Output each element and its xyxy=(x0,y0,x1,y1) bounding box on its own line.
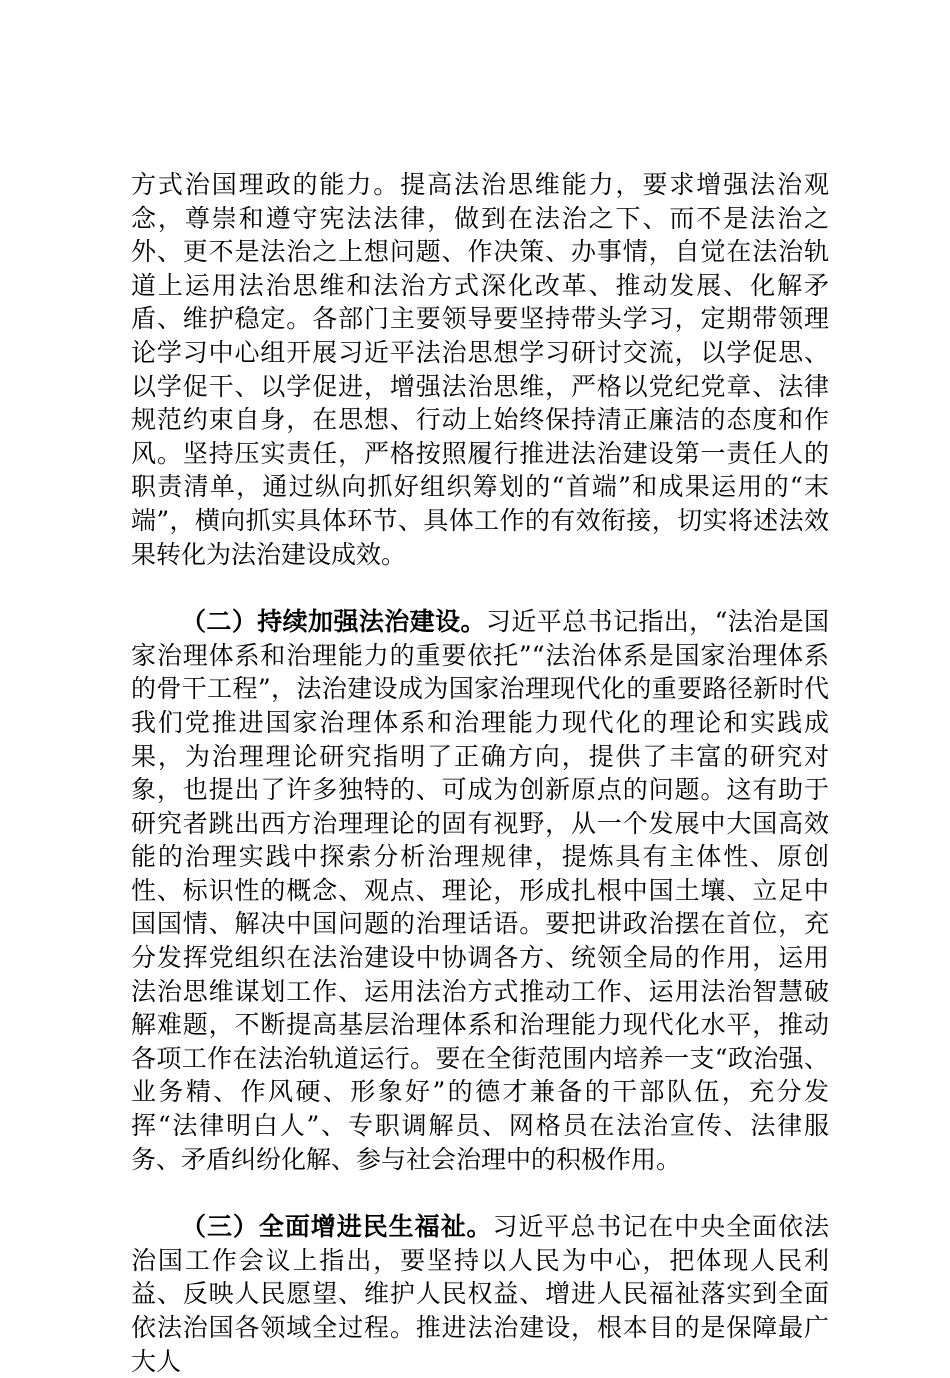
paragraph-text: 方式治国理政的能力。提高法治思维能力，要求增强法治观念，尊崇和遵守宪法法律，做到在法治之下、而不是法治之外、更不是法治之上想问题、作决策、办事情，自觉在法治轨道上运用法治思维和法治方式深化改革、推动发展、化解矛盾、维护稳定。各部门主要领导要坚持带头学习，定期带领理论学习中心组开展习近平法治思想学习研讨交流，以学促思、以学促干、以学促进，增强法治思维，严格以党纪党章、法律规范约束自身，在思想、行动上始终保持清正廉洁的态度和作风。坚持压实责任，严格按照履行推进法治建设第一责任人的职责清单，通过纵向抓好组织筹划的“首端”和成果运用的“末端”，横向抓实具体环节、具体工作的有效衔接，切实将述法效果转化为法治建设成效。 xyxy=(131,170,829,569)
paragraph-section-2 xyxy=(131,605,829,1176)
section-3-body: 习近平总书记在中央全面依法治国工作会议上指出，要坚持以人民为中心，把体现人民利益、反映人民愿望、维护人民权益、增进人民福祉落实到全面依法治国各领域全过程。推进法治建设，根本目的是保障最广大人 xyxy=(131,1212,829,1376)
section-3-heading: （三）全面增进民生福祉。 xyxy=(181,1212,493,1242)
section-2-body: 习近平总书记指出，“法治是国家治理体系和治理能力的重要依托”“法治体系是国家治理体系的骨干工程”，法治建设成为国家治理现代化的重要路径新时代我们党推进国家治理体系和治理能力现代化的理论和实践成果，为治理理论研究指明了正确方向，提供了丰富的研究对象，也提出了许多独特的、可成为创新原点的问题。这有助于研究者跳出西方治理理论的固有视野，从一个发展中大国高效能的治理实践中探索分析治理规律，提炼具有主体性、原创性、标识性的概念、观点、理论，形成扎根中国土壤、立足中国国情、解决中国问题的治理话语。要把讲政治摆在首位，充分发挥党组织在法治建设中协调各方、统领全局的作用，运用法治思维谋划工作、运用法治方式推动工作、运用法治智慧破解难题，不断提高基层治理体系和治理能力现代化水平，推动各项工作在法治轨道运行。要在全街范围内培养一支“政治强、业务精、作风硬、形象好”的德才兼备的干部队伍，充分发挥“法律明白人”、专职调解员、网格员在法治宣传、法律服务、矛盾纠纷化解、参与社会治理中的积极作用。 xyxy=(131,607,829,1174)
paragraph-gap xyxy=(131,1176,829,1210)
section-2-heading: （二）持续加强法治建设。 xyxy=(181,607,486,637)
document-page xyxy=(131,168,829,1378)
paragraph-section-3 xyxy=(131,1210,829,1378)
paragraph-rule-of-law-thinking xyxy=(131,168,829,571)
paragraph-gap xyxy=(131,571,829,605)
